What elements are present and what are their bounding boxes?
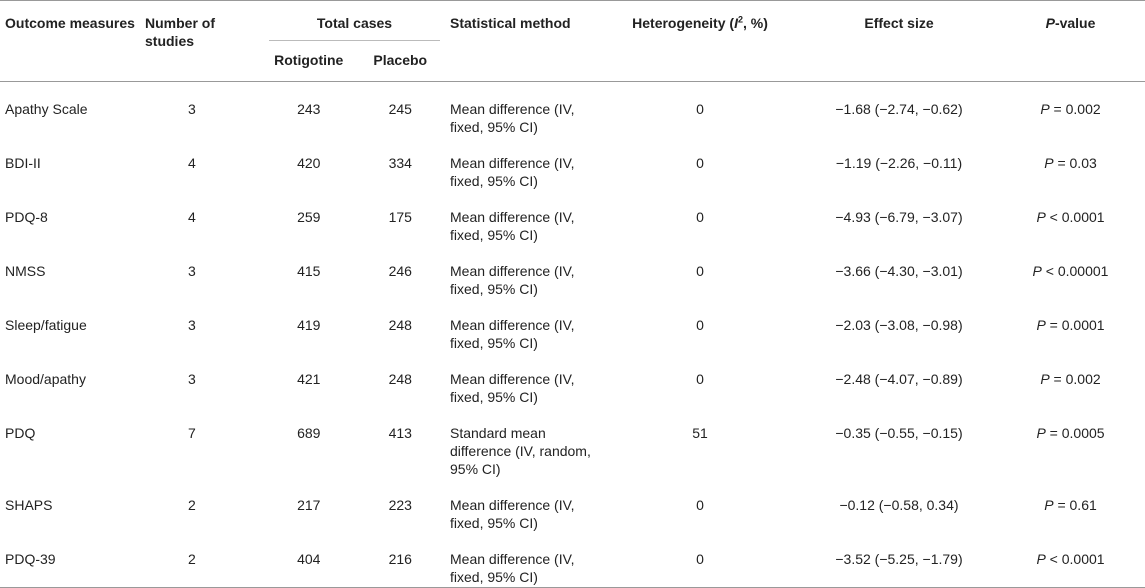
header-heterogeneity-prefix: Heterogeneity ( (632, 15, 735, 31)
p-number: = 0.002 (1049, 101, 1101, 117)
cell-p-value (996, 136, 1145, 190)
cell-effect: −3.66 (−4.30, −3.01) (835, 263, 963, 279)
p-number: = 0.002 (1049, 371, 1101, 387)
table-row (0, 136, 1145, 190)
cell-heterogeneity: 0 (696, 371, 704, 387)
cell-heterogeneity: 0 (696, 551, 704, 567)
cell-p-value (996, 82, 1145, 137)
header-total-cases-label: Total cases (269, 14, 440, 41)
header-outcome: Outcome measures (0, 1, 144, 82)
cell-rotigotine: 420 (297, 155, 321, 171)
cell-effect: −1.68 (−2.74, −0.62) (835, 101, 963, 117)
table-row (0, 478, 1145, 532)
cell-studies: 3 (188, 101, 196, 117)
cell-outcome: PDQ-8 (5, 209, 48, 225)
cell-rotigotine: 421 (297, 371, 321, 387)
header-statistical-method: Statistical method (446, 1, 598, 82)
p-symbol: P (1032, 263, 1042, 279)
cell-placebo: 248 (388, 371, 412, 387)
cell-outcome: Mood/apathy (5, 371, 86, 387)
cell-outcome: SHAPS (5, 497, 53, 513)
header-heterogeneity-i: I (734, 15, 738, 31)
p-symbol: P (1036, 425, 1046, 441)
cell-method: Mean difference (IV, fixed, 95% CI) (450, 497, 575, 531)
cell-studies: 3 (188, 371, 196, 387)
p-number: = 0.03 (1053, 155, 1097, 171)
cell-effect: −4.93 (−6.79, −3.07) (835, 209, 963, 225)
cell-method: Mean difference (IV, fixed, 95% CI) (450, 101, 575, 135)
cell-placebo: 216 (388, 551, 412, 567)
cell-effect: −2.48 (−4.07, −0.89) (835, 371, 963, 387)
cell-p-value (996, 478, 1145, 532)
cell-studies: 4 (188, 209, 196, 225)
cell-p-value (996, 298, 1145, 352)
cell-outcome: PDQ (5, 425, 36, 441)
table-row (0, 406, 1145, 478)
cell-method: Mean difference (IV, fixed, 95% CI) (450, 263, 575, 297)
cell-effect: −1.19 (−2.26, −0.11) (835, 155, 963, 171)
p-number: < 0.0001 (1045, 551, 1105, 567)
cell-placebo: 413 (388, 425, 412, 441)
cell-rotigotine: 404 (297, 551, 321, 567)
cell-p-value (996, 352, 1145, 406)
table-row (0, 298, 1145, 352)
p-symbol: P (1040, 101, 1050, 117)
cell-placebo: 245 (388, 101, 412, 117)
header-total-cases (263, 1, 446, 43)
header-rotigotine: Rotigotine (274, 52, 344, 68)
cell-outcome: Apathy Scale (5, 101, 88, 117)
header-heterogeneity-sup: 2 (737, 14, 743, 25)
cell-studies: 4 (188, 155, 196, 171)
cell-p-value (996, 244, 1145, 298)
cell-method: Mean difference (IV, fixed, 95% CI) (450, 371, 575, 405)
cell-p-value (996, 532, 1145, 588)
cell-studies: 2 (188, 497, 196, 513)
p-number: < 0.00001 (1041, 263, 1109, 279)
p-symbol: P (1036, 209, 1046, 225)
cell-placebo: 248 (388, 317, 412, 333)
cell-method: Mean difference (IV, fixed, 95% CI) (450, 155, 575, 189)
cell-heterogeneity: 0 (696, 209, 704, 225)
cell-effect: −3.52 (−5.25, −1.79) (835, 551, 963, 567)
header-number-of-studies: Number of studies (144, 1, 263, 82)
cell-studies: 3 (188, 317, 196, 333)
cell-effect: −2.03 (−3.08, −0.98) (835, 317, 963, 333)
header-p-value-p: P (1045, 15, 1055, 31)
cell-heterogeneity: 0 (696, 497, 704, 513)
cell-studies: 7 (188, 425, 196, 441)
p-number: = 0.0001 (1045, 317, 1105, 333)
cell-effect: −0.12 (−0.58, 0.34) (839, 497, 959, 513)
cell-rotigotine: 419 (297, 317, 321, 333)
p-symbol: P (1044, 155, 1054, 171)
cell-rotigotine: 243 (297, 101, 321, 117)
p-symbol: P (1044, 497, 1054, 513)
p-number: = 0.61 (1053, 497, 1097, 513)
header-effect-size: Effect size (802, 1, 996, 82)
cell-outcome: Sleep/fatigue (5, 317, 87, 333)
table-row (0, 532, 1145, 588)
cell-heterogeneity: 0 (696, 155, 704, 171)
cell-placebo: 175 (388, 209, 412, 225)
cell-rotigotine: 259 (297, 209, 321, 225)
cell-heterogeneity: 0 (696, 101, 704, 117)
cell-method: Mean difference (IV, fixed, 95% CI) (450, 209, 575, 243)
header-row (0, 1, 1145, 43)
cell-heterogeneity: 0 (696, 263, 704, 279)
p-number: = 0.0005 (1045, 425, 1105, 441)
p-number: < 0.0001 (1045, 209, 1105, 225)
cell-method: Mean difference (IV, fixed, 95% CI) (450, 551, 575, 585)
table-row (0, 244, 1145, 298)
cell-method: Mean difference (IV, fixed, 95% CI) (450, 317, 575, 351)
cell-heterogeneity: 0 (696, 317, 704, 333)
cell-rotigotine: 689 (297, 425, 321, 441)
cell-placebo: 223 (388, 497, 412, 513)
cell-placebo: 334 (388, 155, 412, 171)
cell-studies: 3 (188, 263, 196, 279)
header-placebo: Placebo (373, 52, 428, 68)
p-symbol: P (1040, 371, 1050, 387)
cell-studies: 2 (188, 551, 196, 567)
header-p-value-rest: -value (1054, 15, 1096, 31)
cell-heterogeneity: 51 (692, 425, 708, 441)
header-heterogeneity (598, 1, 802, 82)
cell-p-value (996, 406, 1145, 478)
p-symbol: P (1036, 551, 1046, 567)
cell-outcome: NMSS (5, 263, 46, 279)
header-heterogeneity-suffix: , %) (742, 15, 768, 31)
table-row (0, 190, 1145, 244)
p-symbol: P (1036, 317, 1046, 333)
cell-placebo: 246 (388, 263, 412, 279)
table-row (0, 352, 1145, 406)
cell-p-value (996, 190, 1145, 244)
cell-outcome: BDI-II (5, 155, 41, 171)
cell-rotigotine: 217 (297, 497, 321, 513)
cell-outcome: PDQ-39 (5, 551, 56, 567)
cell-method: Standard mean difference (IV, random, 95% CI) (450, 425, 591, 477)
header-p-value (996, 1, 1145, 82)
cell-effect: −0.35 (−0.55, −0.15) (835, 425, 963, 441)
table-row (0, 82, 1145, 137)
cell-rotigotine: 415 (297, 263, 321, 279)
